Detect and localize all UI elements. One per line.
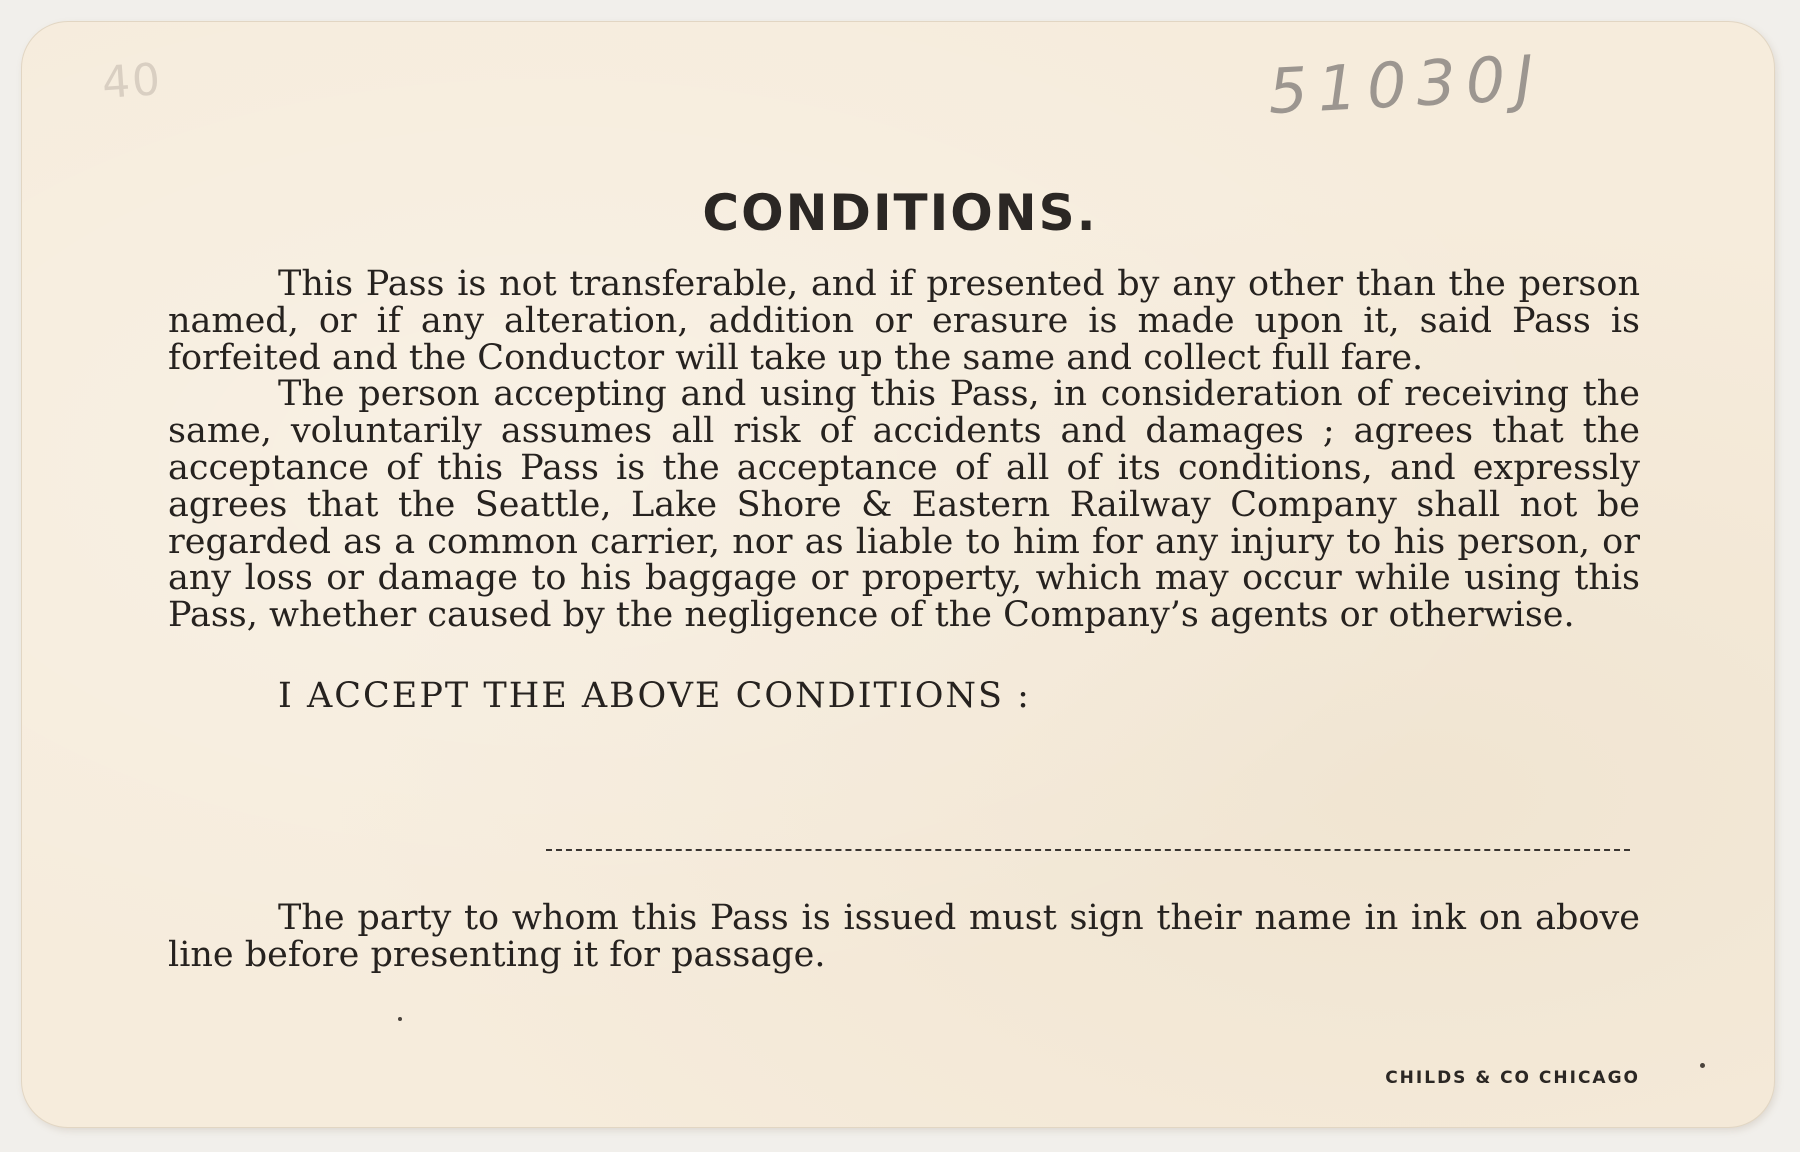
signing-instruction <box>168 900 1640 974</box>
signing-instruction-text: The party to whom this Pass is issued must sign their name in ink on above line before presenting it for passage. <box>168 898 1640 975</box>
pencil-mark-top-left: 40 <box>100 53 164 110</box>
printer-imprint: CHILDS & CO CHICAGO <box>1385 1068 1640 1088</box>
conditions-heading: CONDITIONS. <box>702 184 1098 242</box>
condition-paragraph-transfer: This Pass is not transferable, and if presented by any other than the person named, or if any alteration, addition or erasure is made upon it, said Pass is forfeited and the Conductor will take up the same and collect full fare. <box>168 264 1640 378</box>
ink-speck <box>1700 1063 1705 1068</box>
conditions-body <box>168 266 1640 634</box>
pencil-mark-serial-number: 51030J <box>1266 40 1546 129</box>
acceptance-statement: I ACCEPT THE ABOVE CONDITIONS : <box>278 676 1031 716</box>
signature-line <box>546 849 1630 851</box>
ink-speck <box>398 1017 402 1021</box>
condition-paragraph-liability: The person accepting and using this Pass, in consideration of receiving the same, voluntarily assumes all risk of accidents and damages ; agrees that the acceptance of this Pass is the acceptance of all of its conditions, and expressly agrees that the Seattle, Lake Shore & Eastern Railway Company shall not be regarded as a common carrier, nor as liable to him for any injury to his person, or any loss or damage to his baggage or property, which may occur while using this Pass, whether caused by the negligence of the Company’s agents or otherwise. <box>168 374 1640 636</box>
